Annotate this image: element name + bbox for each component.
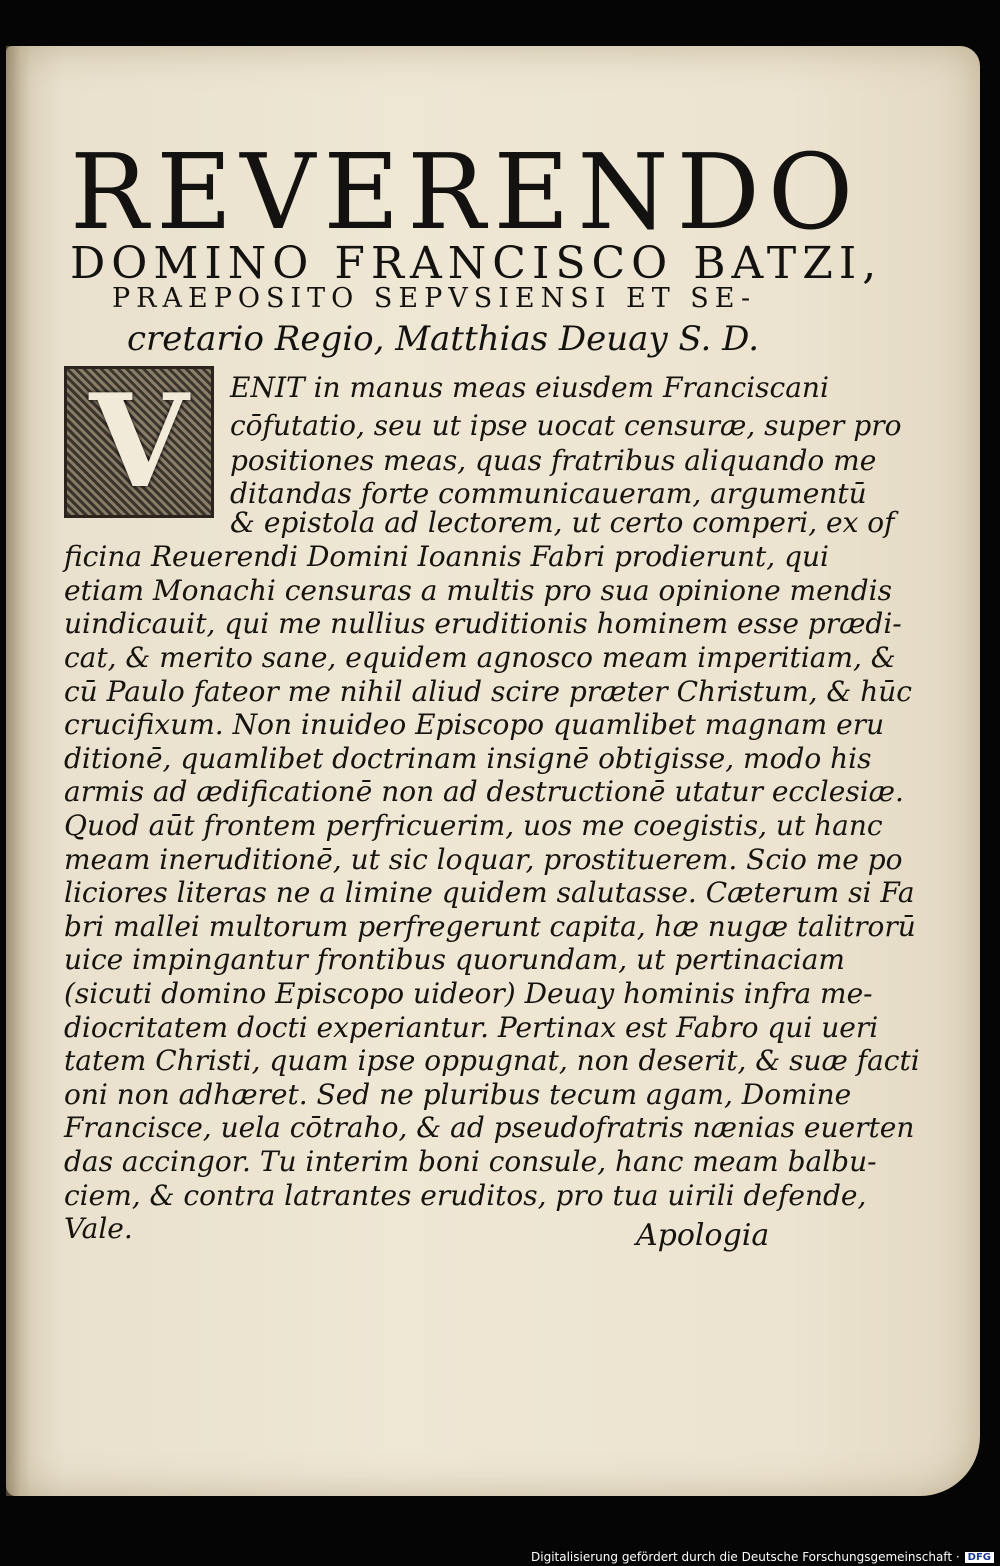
page-gutter-shadow — [6, 46, 30, 1496]
initial-letter: V — [89, 367, 189, 517]
body-line: Vale. — [64, 1212, 133, 1245]
heading-sender: cretario Regio, Matthias Deuay S. D. — [127, 319, 760, 359]
body-line: cū Paulo fateor me nihil aliud scire præter Christum, & hūc — [64, 675, 912, 708]
body-line: liciores literas ne a limine quidem salutasse. Cæterum si Fa — [64, 876, 915, 909]
body-line: ficina Reuerendi Domini Ioannis Fabri prodierunt, qui — [64, 540, 829, 573]
body-line: (sicuti domino Episcopo uideor) Deuay hominis infra me- — [64, 977, 873, 1010]
heading-office: PRAEPOSITO SEPVSIENSI ET SE- — [112, 283, 757, 314]
heading-title: REVERENDO — [70, 131, 862, 253]
body-line: Francisce, uela cōtraho, & ad pseudofratris nænias euerten — [64, 1111, 915, 1144]
footer-credit — [531, 1550, 994, 1564]
body-line: & epistola ad lectorem, ut certo comperi, ex of — [230, 506, 895, 539]
body-line: ENIT in manus meas eiusdem Franciscani — [230, 371, 829, 404]
body-line: uindicauit, qui me nullius eruditionis hominem esse prædi- — [64, 607, 902, 640]
body-line: oni non adhæret. Sed ne pluribus tecum agam, Domine — [64, 1078, 852, 1111]
body-line: das accingor. Tu interim boni consule, hanc meam balbu- — [64, 1145, 877, 1178]
body-line: ditandas forte communicaueram, argumentū — [230, 477, 867, 510]
footer-text: Digitalisierung gefördert durch die Deutsche Forschungsgemeinschaft · — [531, 1550, 960, 1564]
decorated-initial — [64, 366, 214, 518]
dfg-logo: DFG — [965, 1552, 994, 1563]
body-line: armis ad ædificationē non ad destructionē utatur ecclesiæ. — [64, 775, 904, 808]
body-line: tatem Christi, quam ipse oppugnat, non deserit, & suæ facti — [64, 1044, 920, 1077]
body-line: cat, & merito sane, equidem agnosco meam imperitiam, & — [64, 641, 896, 674]
body-line: positiones meas, quas fratribus aliquando me — [230, 444, 877, 477]
body-line: ditionē, quamlibet doctrinam insignē obtigisse, modo his — [64, 742, 872, 775]
heading-addressee: DOMINO FRANCISCO BATZI, — [70, 238, 883, 289]
body-line: meam ineruditionē, ut sic loquar, prostituerem. Scio me po — [64, 843, 903, 876]
catchword: Apologia — [636, 1218, 770, 1253]
body-line: uice impingantur frontibus quorundam, ut pertinaciam — [64, 943, 845, 976]
body-line: bri mallei multorum perfregerunt capita, hæ nugæ talitrorū — [64, 910, 916, 943]
body-line: ciem, & contra latrantes eruditos, pro tua uirili defende, — [64, 1179, 867, 1212]
body-line: etiam Monachi censuras a multis pro sua opinione mendis — [64, 574, 892, 607]
body-line: diocritatem docti experiantur. Pertinax est Fabro qui ueri — [64, 1011, 879, 1044]
body-line: cōfutatio, seu ut ipse uocat censuræ, super pro — [230, 409, 902, 442]
body-line: Quod aūt frontem perfricuerim, uos me coegistis, ut hanc — [64, 809, 883, 842]
body-line: crucifixum. Non inuideo Episcopo quamlibet magnam eru — [64, 708, 885, 741]
